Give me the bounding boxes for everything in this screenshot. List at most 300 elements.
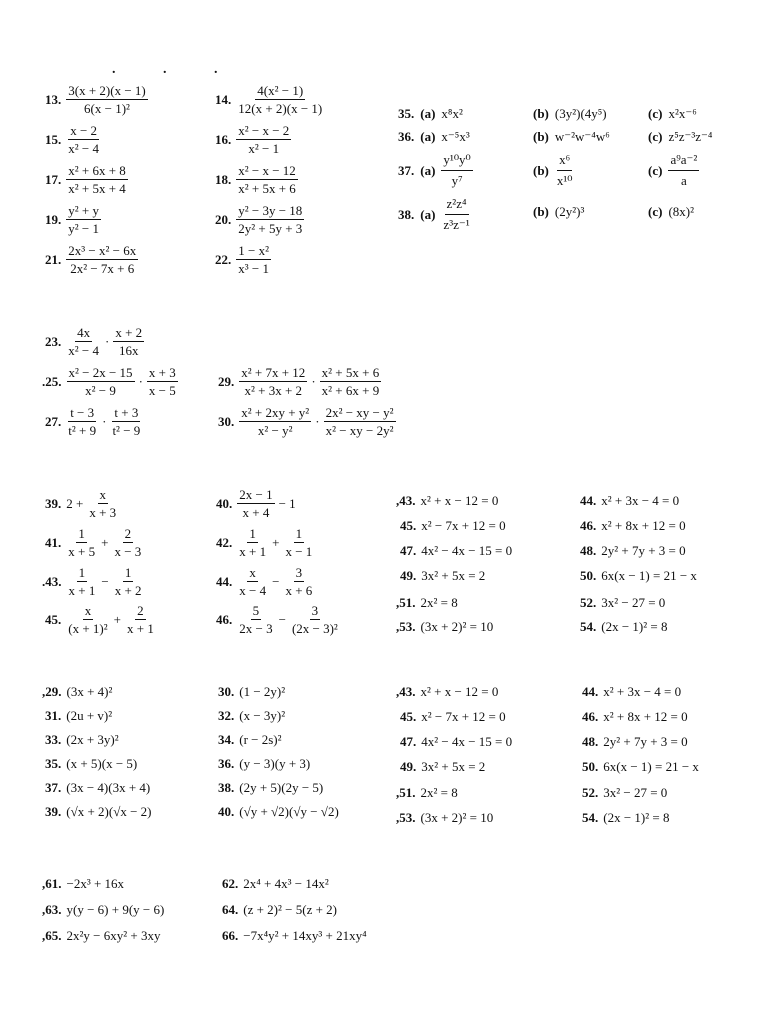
equation-48: [580, 544, 686, 557]
problem-number: 50.: [580, 568, 597, 583]
product-38: [218, 781, 323, 794]
equation-47: [400, 544, 512, 557]
expression: −7x⁴y² + 14xy³ + 21xy⁴: [243, 928, 367, 943]
numerator: x − 2: [70, 123, 98, 138]
numerator: y² + y: [68, 203, 99, 218]
operator: ·: [102, 414, 107, 429]
numerator: 1: [78, 526, 85, 541]
denominator: x² + 5x + 6: [238, 181, 296, 196]
part-label: (c): [648, 106, 663, 121]
denominator: x² − xy − 2y²: [325, 423, 394, 438]
numerator: t + 3: [114, 405, 139, 420]
problem-number: 22.: [215, 252, 232, 267]
part-label: (b): [533, 106, 549, 121]
expression: (3x + 4)²: [66, 684, 113, 699]
exp-36-a: [398, 129, 470, 145]
problem-29: [218, 366, 381, 397]
numerator: x + 2: [115, 325, 143, 340]
factor-61: [42, 877, 124, 890]
product-37: [45, 781, 150, 794]
equation-50: [582, 760, 699, 773]
problem-number: ,65.: [42, 928, 62, 943]
problem-number: 46.: [582, 709, 599, 724]
problem-number: 45.: [400, 709, 417, 724]
denominator: x² − y²: [257, 423, 293, 438]
fraction: [320, 366, 382, 397]
problem-17: [45, 164, 128, 195]
operator: ·: [104, 334, 110, 349]
equation-45: [400, 710, 506, 723]
equation: x² + 3x − 4 = 0: [601, 493, 680, 508]
factor-64: [222, 903, 337, 916]
denominator: x + 6: [285, 583, 313, 598]
product-39: [45, 805, 152, 818]
expression: (3y²)(4y⁵): [554, 106, 607, 121]
fraction: [147, 366, 178, 397]
fraction: [66, 326, 101, 357]
equation: x² − 7x + 12 = 0: [421, 518, 506, 533]
problem-number: 54.: [582, 810, 599, 825]
numerator: 3(x + 2)(x − 1): [68, 83, 146, 98]
operator: ·: [138, 374, 143, 389]
equation-47: [400, 735, 512, 748]
problem-number: 37.: [45, 780, 62, 795]
problem-number: .43.: [42, 574, 62, 589]
denominator: x² − 9: [85, 383, 116, 398]
problem-number: 21.: [45, 252, 62, 267]
problem-number: 41.: [45, 535, 62, 550]
problem-number: 64.: [222, 902, 239, 917]
fraction: [66, 84, 147, 115]
exp-36-b: [533, 129, 610, 145]
problem-number: 40.: [218, 804, 235, 819]
problem-20: [215, 204, 304, 235]
problem-number: 20.: [215, 212, 232, 227]
exp-38-a: [398, 196, 472, 233]
equation-51: [396, 596, 458, 609]
denominator: 2x² − 7x + 6: [70, 261, 135, 276]
fraction: [66, 204, 101, 235]
problem-number: 46.: [216, 612, 233, 627]
fraction: [66, 164, 128, 195]
expression: z⁵z⁻³z⁻⁴: [668, 129, 713, 144]
problem-number: ,43.: [396, 493, 416, 508]
equation: x² − 7x + 12 = 0: [421, 709, 506, 724]
expression: y(y − 6) + 9(y − 6): [66, 902, 165, 917]
part-label: (b): [533, 129, 549, 144]
denominator: (x + 1)²: [68, 621, 108, 636]
equation-53: [396, 811, 493, 824]
exp-36-c: [648, 129, 712, 145]
part-label: (a): [420, 106, 436, 121]
part-label: (b): [533, 162, 549, 178]
product-33: [45, 733, 119, 746]
equation: x² + 3x − 4 = 0: [603, 684, 682, 699]
fraction: [66, 406, 98, 437]
factor-63: [42, 903, 164, 916]
expression-prefix: 2 +: [66, 496, 84, 511]
equation-54: [580, 620, 667, 633]
equation: 4x² − 4x − 15 = 0: [421, 543, 513, 558]
numerator: x² + 2xy + y²: [241, 405, 310, 420]
denominator: a: [680, 173, 687, 188]
operator: ·: [311, 374, 316, 389]
problem-number: ,63.: [42, 902, 62, 917]
denominator: x − 3: [114, 544, 142, 559]
numerator: y² − 3y − 18: [238, 203, 303, 218]
operator: +: [113, 612, 121, 627]
numerator: 1: [249, 526, 256, 541]
factor-66: [222, 929, 367, 942]
part-label: (a): [420, 162, 436, 178]
problem-number: 48.: [582, 734, 599, 749]
product-34: [218, 733, 282, 746]
numerator: 2: [124, 526, 132, 541]
problem-number: 50.: [582, 759, 599, 774]
problem-30: [218, 406, 396, 437]
denominator: x + 3: [89, 505, 117, 520]
problem-16: [215, 124, 291, 155]
fraction: [283, 566, 314, 597]
denominator: x + 4: [242, 505, 270, 520]
operator: +: [272, 535, 280, 550]
problem-number: 32.: [218, 708, 235, 723]
problem-number: 35.: [398, 106, 415, 121]
fraction: [113, 566, 144, 597]
fraction: [441, 196, 471, 233]
problem-number: 49.: [400, 568, 417, 583]
equation-44: [582, 685, 681, 698]
product-36: [218, 757, 310, 770]
denominator: z³z⁻¹: [443, 217, 470, 232]
fraction: [239, 406, 311, 437]
expression: (y − 3)(y + 3): [239, 756, 311, 771]
fraction: [555, 152, 575, 189]
equation-50: [580, 569, 697, 582]
fraction: [239, 366, 307, 397]
expression: (3x − 4)(3x + 4): [66, 780, 151, 795]
problem-number: 49.: [400, 759, 417, 774]
equation-43: [396, 494, 498, 507]
fraction: [668, 152, 699, 189]
fraction: [324, 406, 396, 437]
equation: 2y² + 7y + 3 = 0: [603, 734, 688, 749]
denominator: 2x − 3: [239, 621, 273, 636]
product-31: [45, 709, 112, 722]
denominator: x + 5: [68, 544, 96, 559]
denominator: x² + 5x + 4: [68, 181, 126, 196]
operator: −: [278, 612, 286, 627]
expression: (8x)²: [668, 204, 694, 219]
expression: w⁻²w⁻⁴w⁶: [554, 129, 610, 144]
problem-number: 62.: [222, 876, 239, 891]
numerator: y¹⁰y⁰: [441, 152, 472, 171]
factor-62: [222, 877, 329, 890]
problem-number: 23.: [45, 334, 62, 349]
expression: (x − 3y)²: [239, 708, 286, 723]
denominator: 2y² + 5y + 3: [238, 221, 303, 236]
problem-number: 13.: [45, 92, 62, 107]
problem-number: 14.: [215, 92, 232, 107]
problem-number: 48.: [580, 543, 597, 558]
expression: (r − 2s)²: [239, 732, 282, 747]
top-dots: . . .: [112, 62, 240, 77]
equation: x² + x − 12 = 0: [420, 493, 499, 508]
expression: (2u + v)²: [66, 708, 113, 723]
numerator: x + 3: [148, 365, 176, 380]
problem-number: 40.: [216, 496, 233, 511]
exp-37-a: [398, 152, 473, 189]
exp-35-b: [533, 106, 607, 122]
fraction: [237, 527, 268, 558]
part-label: (c): [648, 204, 663, 219]
expression: −2x³ + 16x: [66, 876, 125, 891]
problem-14: [215, 84, 324, 115]
problem-42: [216, 527, 314, 558]
equation: (2x − 1)² = 8: [601, 619, 668, 634]
fraction: [283, 527, 314, 558]
expression: x⁸x²: [441, 106, 463, 121]
problem-18: [215, 164, 298, 195]
equation: (3x + 2)² = 10: [420, 810, 494, 825]
problem-27: [45, 406, 142, 437]
exp-38-c: [648, 204, 694, 220]
problem-number: 27.: [45, 414, 62, 429]
numerator: x² − x − 2: [238, 123, 290, 138]
operator: ·: [315, 414, 320, 429]
problem-number: 46.: [580, 518, 597, 533]
fraction: [67, 566, 98, 597]
denominator: x² − 4: [68, 141, 99, 156]
expression: (2x + 3y)²: [66, 732, 119, 747]
equation-43: [396, 685, 498, 698]
operator: −: [272, 574, 280, 589]
numerator: 4(x² − 1): [257, 83, 304, 98]
problem-number: 18.: [215, 172, 232, 187]
numerator: 3: [311, 603, 319, 618]
problem-number: 44.: [216, 574, 233, 589]
fraction: [112, 527, 143, 558]
exp-35-a: [398, 106, 463, 122]
numerator: 1: [78, 565, 86, 580]
part-label: (a): [420, 129, 436, 144]
numerator: x⁶: [557, 152, 572, 171]
expression: x⁻⁵x³: [441, 129, 470, 144]
problem-number: 19.: [45, 212, 62, 227]
numerator: 2x² − xy − y²: [325, 405, 394, 420]
denominator: x² + 3x + 2: [244, 383, 303, 398]
equation: 3x² + 5x = 2: [421, 568, 486, 583]
equation-52: [580, 596, 665, 609]
equation-46: [582, 710, 688, 723]
product-40: [218, 805, 339, 818]
problem-40: [216, 488, 296, 519]
exp-37-c: [648, 152, 699, 189]
numerator: 2x³ − x² − 6x: [68, 243, 137, 258]
denominator: t² + 9: [68, 423, 97, 438]
problem-number: 38.: [218, 780, 235, 795]
problem-45: [45, 604, 156, 635]
numerator: x: [99, 487, 107, 502]
problem-number: 44.: [580, 493, 597, 508]
equation-46: [580, 519, 686, 532]
denominator: y⁷: [451, 173, 463, 188]
equation: 2x² = 8: [420, 595, 458, 610]
numerator: x² + 6x + 8: [68, 163, 126, 178]
fraction: [66, 124, 101, 155]
equation: 6x(x − 1) = 21 − x: [601, 568, 697, 583]
expression: 2x⁴ + 4x³ − 14x²: [243, 876, 329, 891]
equation: 4x² − 4x − 15 = 0: [421, 734, 513, 749]
denominator: x³ − 1: [238, 261, 269, 276]
problem-44: [216, 566, 314, 597]
denominator: (2x − 3)²: [291, 621, 338, 636]
denominator: x − 5: [148, 383, 176, 398]
numerator: x: [249, 565, 256, 580]
problem-number: 42.: [216, 535, 233, 550]
operator: +: [101, 535, 109, 550]
denominator: 16x: [119, 343, 139, 358]
denominator: x + 1: [126, 621, 154, 636]
denominator: x² − 1: [248, 141, 280, 156]
fraction: [67, 366, 135, 397]
exp-37-b: [533, 152, 575, 189]
problem-number: 34.: [218, 732, 235, 747]
fraction: [66, 244, 138, 275]
problem-43: [42, 566, 144, 597]
expression: x²x⁻⁶: [668, 106, 697, 121]
denominator: x² + 6x + 9: [321, 383, 380, 398]
problem-number: 37.: [398, 162, 415, 178]
denominator: x¹⁰: [556, 173, 573, 188]
numerator: x² − 2x − 15: [68, 365, 133, 380]
problem-number: ,53.: [396, 810, 416, 825]
problem-15: [45, 124, 101, 155]
expression: 2x²y − 6xy² + 3xy: [66, 928, 161, 943]
equation: 2y² + 7y + 3 = 0: [601, 543, 686, 558]
expression: (√x + 2)(√x − 2): [66, 804, 152, 819]
problem-number: 15.: [45, 132, 62, 147]
denominator: x − 1: [285, 544, 313, 559]
equation: 3x² − 27 = 0: [603, 785, 668, 800]
equation-52: [582, 786, 667, 799]
problem-number: .25.: [42, 374, 62, 389]
exp-35-c: [648, 106, 697, 122]
problem-number: 16.: [215, 132, 232, 147]
denominator: x + 1: [239, 544, 267, 559]
denominator: x + 2: [114, 583, 142, 598]
problem-number: 30.: [218, 414, 235, 429]
fraction: [236, 164, 298, 195]
equation: (2x − 1)² = 8: [603, 810, 670, 825]
problem-number: 31.: [45, 708, 62, 723]
equation: 3x² + 5x = 2: [421, 759, 486, 774]
product-29: [42, 685, 112, 698]
numerator: 3: [295, 565, 303, 580]
product-30: [218, 685, 285, 698]
problem-number: 39.: [45, 496, 62, 511]
part-label: (b): [533, 204, 549, 219]
fraction: [237, 566, 268, 597]
denominator: 12(x + 2)(x − 1): [238, 101, 323, 116]
denominator: x − 4: [239, 583, 267, 598]
equation-53: [396, 620, 493, 633]
numerator: 1 − x²: [238, 243, 269, 258]
part-label: (c): [648, 162, 663, 178]
numerator: t − 3: [70, 405, 95, 420]
numerator: a⁹a⁻²: [668, 152, 699, 171]
problem-number: ,51.: [396, 595, 416, 610]
equation: x² + x − 12 = 0: [420, 684, 499, 699]
product-32: [218, 709, 285, 722]
problem-25: [42, 366, 178, 397]
part-label: (c): [648, 129, 663, 144]
problem-number: 47.: [400, 543, 417, 558]
equation-54: [582, 811, 669, 824]
fraction: [237, 604, 274, 635]
fraction: [290, 604, 340, 635]
product-35: [45, 757, 137, 770]
problem-23: [45, 326, 144, 357]
problem-number: 36.: [398, 129, 415, 144]
problem-number: ,53.: [396, 619, 416, 634]
problem-number: 30.: [218, 684, 235, 699]
expression: (x + 5)(x − 5): [66, 756, 138, 771]
problem-13: [45, 84, 148, 115]
numerator: 1: [295, 526, 303, 541]
problem-41: [45, 527, 143, 558]
fraction: [110, 406, 142, 437]
numerator: z²z⁴: [445, 196, 469, 215]
problem-number: ,43.: [396, 684, 416, 699]
numerator: x: [84, 603, 92, 618]
problem-number: 52.: [582, 785, 599, 800]
fraction: [441, 152, 472, 189]
problem-number: 66.: [222, 928, 239, 943]
problem-number: 29.: [218, 374, 235, 389]
denominator: x² − 4: [68, 343, 99, 358]
denominator: 6(x − 1)²: [84, 101, 130, 116]
problem-number: ,29.: [42, 684, 62, 699]
problem-number: 17.: [45, 172, 62, 187]
numerator: 5: [252, 603, 260, 618]
fraction: [66, 527, 97, 558]
expression: (z + 2)² − 5(z + 2): [243, 902, 337, 917]
problem-number: 45.: [45, 612, 62, 627]
problem-number: 39.: [45, 804, 62, 819]
expression-suffix: − 1: [278, 496, 296, 511]
fraction: [236, 84, 324, 115]
problem-number: 33.: [45, 732, 62, 747]
expression: (√y + √2)(√y − √2): [239, 804, 339, 819]
problem-number: 44.: [582, 684, 599, 699]
fraction: [66, 604, 109, 635]
equation-49: [400, 569, 485, 582]
numerator: 2x − 1: [239, 487, 273, 502]
equation-51: [396, 786, 458, 799]
part-label: (a): [420, 206, 436, 222]
fraction: [236, 244, 271, 275]
equation: x² + 8x + 12 = 0: [601, 518, 686, 533]
exp-38-b: [533, 204, 584, 220]
numerator: 4x: [77, 325, 91, 340]
problem-number: ,61.: [42, 876, 62, 891]
expression: (2y + 5)(2y − 5): [239, 780, 324, 795]
fraction: [125, 604, 156, 635]
numerator: x² − x − 12: [238, 163, 296, 178]
problem-22: [215, 244, 271, 275]
problem-19: [45, 204, 101, 235]
